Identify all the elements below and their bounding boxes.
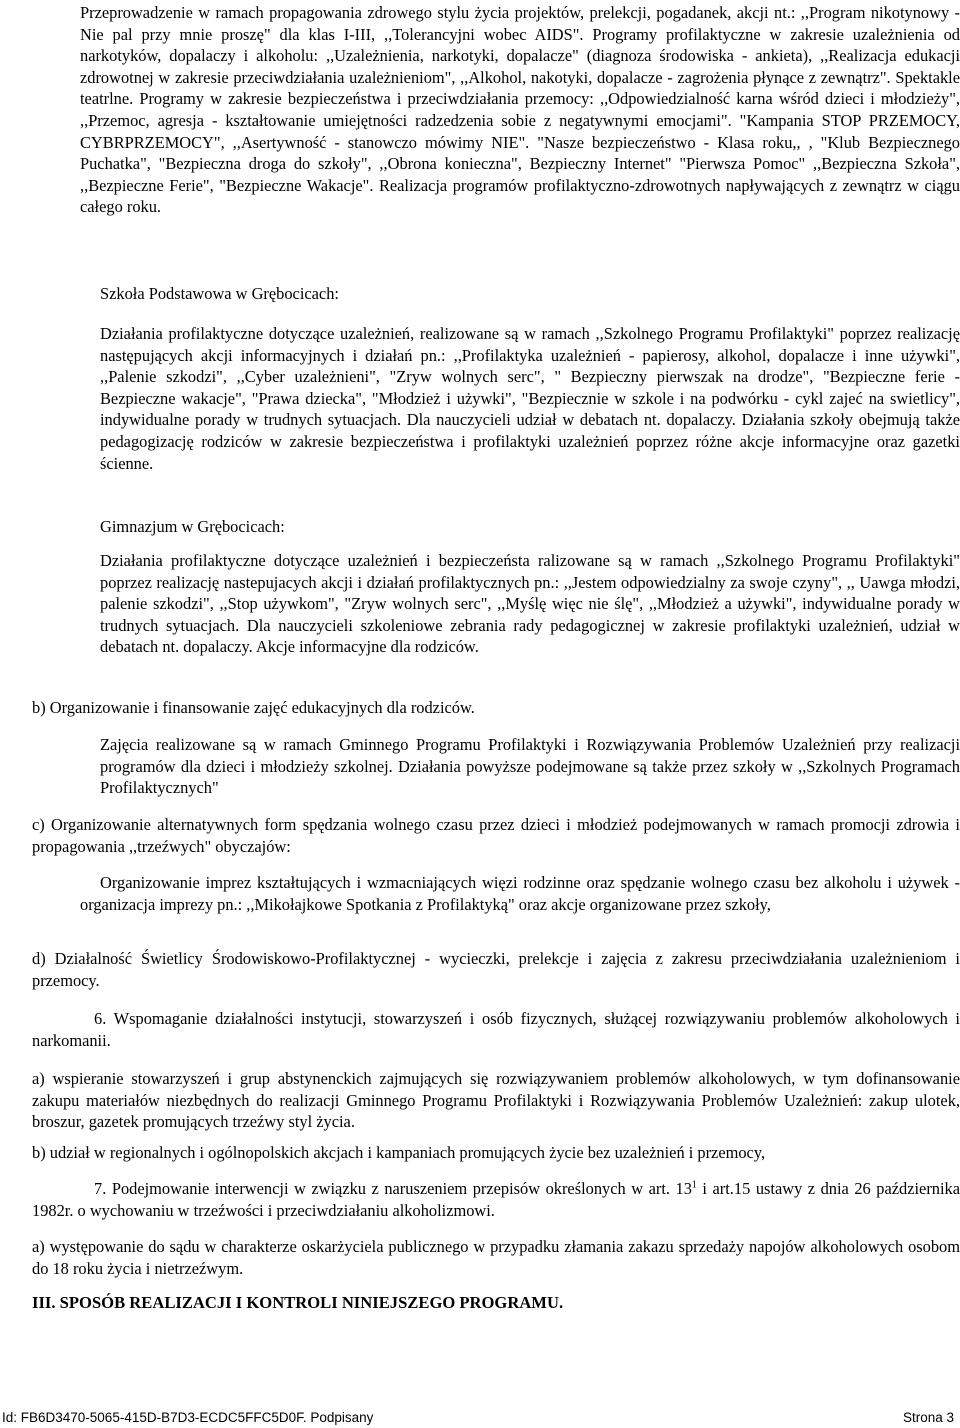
sp-paragraph: Działania profilaktyczne dotyczące uzależnień, realizowane są w ramach ,,Szkolnego Programu Profilaktyki" poprzez realizację następujących akcji informacyjnych i działań pn.: ,,Profilaktyka uzależnień - papierosy, alkohol, dopalacze i inne używki", ,,Palenie szkodzi", ,,Cyber uzależnieni", "Zryw wolnych serc", " Bezpieczny pierwszak na drodze", "Bezpieczne ferie - Bezpieczne wakacje", "Prawa dziecka", "Młodzież i używki", "Bezpiecznie w szkole i na podwórku - cykl zajeć na swietlicy", indywidualne porady w trudnych sytuacjach. Dla nauczycieli udział w debatach nt. dopalaczy. Działania szkoły obejmują także pedagogizację rodziców w zakresie bezpieczeństwa i profilaktyki uzależnień poprzez różne akcje informacyjne oraz gazetki ścienne. <box>100 324 960 473</box>
item-6b-marker: b) <box>32 1143 46 1162</box>
intro-first-line: Przeprowadzenie w ramach propagowania zdrowego stylu życia projektów, prelekcji, pogadanek, akcji nt.: <box>80 3 796 22</box>
intro-paragraph <box>80 2 960 218</box>
item-6a <box>32 1068 960 1133</box>
section-7-text-a: 7. Podejmowanie interwencji w związku z naruszeniem przepisów określonych w art. 13 <box>94 1179 692 1198</box>
item-b-title <box>32 697 960 719</box>
item-6b <box>32 1142 960 1164</box>
item-6a-marker: a) <box>32 1069 45 1088</box>
item-b-paragraph: Zajęcia realizowane są w ramach Gminnego Programu Profilaktyki i Rozwiązywania Problemów Uzależnień przy realizacji programów dla dzieci i młodzieży szkolnej. Działania powyższe podejmowane są także przez szkoły w ,,Szkolnych Programach Profilaktycznych" <box>100 735 960 798</box>
item-b-title-text: Organizowanie i finansowanie zajęć edukacyjnych dla rodziców. <box>49 698 475 717</box>
section-7 <box>32 1178 960 1221</box>
gim-paragraph: Działania profilaktyczne dotyczące uzależnień i bezpieczeństa ralizowane są w ramach ,,Szkolnego Programu Profilaktyki" poprzez realizację nastepujacych akcji i działań profilaktycznych pn.: ,,Jestem odpowiedzialny za swoje czyny", ,, Uawga młodzi, palenie szkodzi", ,,Stop używkom", "Zryw wolnych serc", ,,Myślę więc nie ślę", ,,Młodzież a używki", indywidualne porady w trudnych sytuacjach. Dla nauczycieli szkoleniowe zebrania rady pedagogicznej w zakresie profilaktyki uzależnień, udział w debatach nt. dopalaczy. Akcje informacyjne dla rodziców. <box>100 551 960 657</box>
item-d-marker: d) <box>32 949 46 968</box>
item-c-marker: c) <box>32 815 45 834</box>
section-6: 6. Wspomaganie działalności instytucji, stowarzyszeń i osób fizycznych, służącej rozwiązywaniu problemów alkoholowych i narkomanii. <box>32 1009 960 1050</box>
intro-rest: ,,Program nikotynowy - Nie pal przy mnie proszę" dla klas I-III, ,,Tolerancyjni wobec AIDS". Programy profilaktyczne w zakresie uzależnienia od narkotyków, dopalaczy i alkoholu: ,,Uzależnienia, narkotyki, dopalacze" (diagnoza środowiska - ankieta), ,,Realizacja edukacji zdrowotnej w zakresie przeciwdziałania uzależnieniom", ,,Alkohol, nakotyki, dopalacze - zagrożenia płynące z zewnątrz". Spektakle teatrlne. Programy w zakresie bezpieczeństwa i przeciwdziałania przemocy: ,,Odpowiedzialność karna wśród dzieci i młodzieży", ,,Przemoc, agresja - kształtowanie umiejętności radzedzenia sobie z negatywnymi emocjami". "Kampania STOP PRZEMOCY, CYBRPRZEMOCY", ,,Asertywność - stanowczo mówimy NIE". "Nasze bezpieczeństwo - Klasa roku,, , "Klub Bezpiecznego Puchatka", "Bezpieczna droga do szkoły", ,,Obrona konieczna", Bezpieczny Internet" "Pierwsza Pomoc" ,,Bezpieczna Szkoła", ,,Bezpieczne Ferie", "Bezpieczne Wakacje". Realizacja programów profilaktyczno-zdrowotnych napływających z zewnątrz w ciągu całego roku. <box>80 3 960 217</box>
section-7-text-b: i art.15 ustawy z dnia 26 października 1982r. o wychowaniu w trzeźwości i przeciwdziałaniu alkoholizmowi. <box>32 1179 960 1220</box>
item-7a <box>32 1236 960 1279</box>
item-7a-text: występowanie do sądu w charakterze oskarżyciela publicznego w przypadku złamania zakazu sprzedaży napojów alkoholowych osobom do 18 roku życia i nietrzeźwym. <box>32 1237 960 1278</box>
item-c-paragraph: Organizowanie imprez kształtujących i wzmacniających więzi rodzinne oraz spędzanie wolnego czasu bez alkoholu i używek - organizacja imprezy pn.: ,,Mikołajkowe Spotkania z Profilaktyką" oraz akcje organizowane przez szkoły, <box>80 873 960 914</box>
sp-heading: Szkoła Podstawowa w Grębocicach: <box>100 284 339 303</box>
section-7-sup: 1 <box>691 1179 697 1191</box>
footer-document-id: Id: FB6D3470-5065-415D-B7D3-ECDC5FFC5D0F. Podpisany <box>2 1410 374 1425</box>
item-c-title-text: Organizowanie alternatywnych form spędzania wolnego czasu przez dzieci i młodzież podejmowanych w ramach promocji zdrowia i propagowania ,,trzeźwych" obyczajów: <box>32 815 960 856</box>
item-d-title <box>32 948 960 991</box>
item-7a-marker: a) <box>32 1237 45 1256</box>
item-b-marker: b) <box>32 698 46 717</box>
footer-page-number: Strona 3 <box>902 1410 954 1425</box>
gim-heading: Gimnazjum w Grębocicach: <box>100 517 285 536</box>
item-6a-text: wspieranie stowarzyszeń i grup abstynenckich zajmujących się rozwiązywaniem problemów alkoholowych, w tym dofinansowanie zakupu materiałów niezbędnych do realizacji Gminnego Programu Profilaktyki i Rozwiązywania Problemów Uzależnień: zakup ulotek, broszur, gazetek promujących trzeźwy styl życia. <box>32 1069 960 1132</box>
item-d-title-text: Działalność Świetlicy Środowiskowo-Profilaktycznej - wycieczki, prelekcje i zajęcia z zakresu przeciwdziałania uzależnieniom i przemocy. <box>32 949 960 990</box>
section-3-heading: III. SPOSÓB REALIZACJI I KONTROLI NINIEJSZEGO PROGRAMU. <box>32 1293 564 1312</box>
item-c-title <box>32 814 960 857</box>
item-6b-text: udział w regionalnych i ogólnopolskich akcjach i kampaniach promujących życie bez uzależnień i przemocy, <box>49 1143 766 1162</box>
